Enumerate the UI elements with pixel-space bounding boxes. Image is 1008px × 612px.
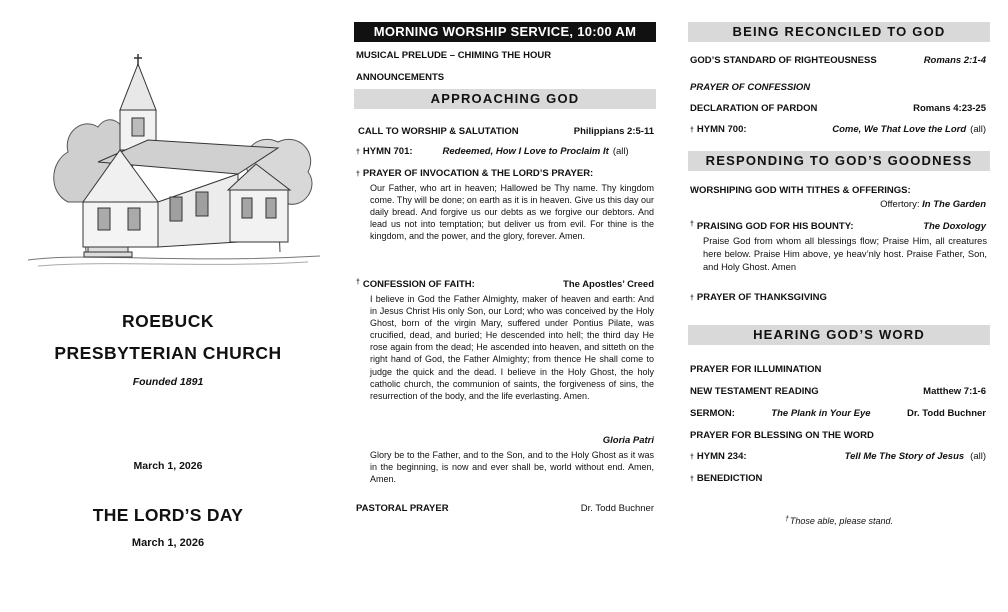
stand-cross-icon: † [356, 279, 360, 286]
pastoral-prayer-name: Dr. Todd Buchner [580, 503, 654, 514]
pardon-row [690, 103, 986, 114]
gloria-patri-text: Glory be to the Father, and to the Son, and to the Holy Ghost as it was in the beginning, is now and ever shall be, world without end. Amen, Amen. [370, 450, 654, 485]
stand-cross-icon: † [690, 295, 694, 302]
hymn-700-title: Come, We That Love the Lord [832, 124, 967, 135]
lords-prayer-text: Our Father, who art in heaven; Hallowed be Thy name. Thy kingdom come. Thy will be done; on earth as it is in heaven. Give us this day our daily bread. And forgive us our debts as we forgive our debtors. And lead us not into temptation; but deliver us from evil. For thine is the kingdom, and the power, and the glory, forever. Amen. [370, 183, 654, 242]
nt-reading-label: NEW TESTAMENT READING [690, 386, 819, 397]
church-name-line2: PRESBYTERIAN CHURCH [54, 343, 282, 363]
nt-reading-row [690, 386, 986, 397]
hymn-701-note: (all) [612, 146, 629, 157]
blessing-item: PRAYER FOR BLESSING ON THE WORD [690, 430, 874, 441]
hymn-234-title: Tell Me The Story of Jesus [844, 451, 965, 462]
hymn-234-row [690, 451, 986, 462]
stand-cross-icon: † [690, 476, 694, 483]
tithes-label: WORSHIPING GOD WITH TITHES & OFFERINGS: [690, 185, 911, 196]
gloria-patri-title: Gloria Patri [602, 435, 654, 446]
stand-cross-icon: † [690, 127, 694, 134]
bounty-ref: The Doxology [923, 221, 986, 232]
call-to-worship-row [358, 126, 654, 137]
announcements-item: ANNOUNCEMENTS [356, 72, 445, 83]
church-name-line1: ROEBUCK [122, 311, 214, 331]
illumination-item: PRAYER FOR ILLUMINATION [690, 364, 822, 375]
hymn-700-label: HYMN 700: [696, 124, 747, 135]
offertory-row [690, 199, 986, 210]
hymn-701-label: HYMN 701: [362, 146, 413, 157]
footnote-text: Those able, please stand. [789, 516, 893, 526]
sermon-speaker: Dr. Todd Buchner [906, 408, 986, 419]
hymn-701-row [356, 146, 654, 157]
stand-cross-icon: † [690, 454, 694, 461]
prayer-of-confession: PRAYER OF CONFESSION [690, 82, 811, 93]
pastoral-prayer-label: PASTORAL PRAYER [356, 503, 449, 514]
apostles-creed-text: I believe in God the Father Almighty, maker of heaven and earth: And in Jesus Christ His only Son, our Lord; who was conceived by the Holy Ghost, born of the virgin Mary, suffered under Pontius Pilate, was crucified, dead, and buried; He descended into hell; the third day He rose again from the dead; He ascended into heaven, and sitteth on the right hand of God, the Father Almighty; from thence He shall come to judge the quick and the dead. I believe in the Holy Ghost, the holy catholic church, the communion of saints, the forgiveness of sins, the resurrection of the body, and the life everlasting. Amen. [370, 294, 654, 401]
stand-cross-icon: † [785, 516, 789, 523]
sermon-title: The Plank in Your Eye [771, 408, 871, 419]
bounty-row [690, 221, 986, 232]
hymn-700-row [690, 124, 986, 135]
doxology-text: Praise God from whom all blessings flow; Praise Him, all creatures here below. Praise Him above, ye heav’nly host. Praise Father, Son, and Holy Ghost. Amen [703, 236, 987, 272]
thanksgiving-label: PRAYER OF THANKSGIVING [696, 292, 827, 303]
stand-cross-icon: † [356, 149, 360, 156]
section-responding: RESPONDING TO GOD’S GOODNESS [688, 151, 990, 171]
invocation-label: PRAYER OF INVOCATION & THE LORD’S PRAYER: [362, 168, 594, 179]
day-date: March 1, 2026 [131, 537, 205, 549]
pardon-ref: Romans 4:23-25 [913, 103, 986, 114]
standard-label: GOD’S STANDARD OF RIGHTEOUSNESS [690, 55, 877, 66]
confession-row [356, 279, 654, 290]
benediction-label: BENEDICTION [696, 473, 763, 484]
confession-label: CONFESSION OF FAITH: [362, 279, 475, 290]
standard-row [690, 55, 986, 66]
cover-date: March 1, 2026 [133, 460, 203, 472]
benediction-row [690, 473, 986, 484]
pardon-label: DECLARATION OF PARDON [690, 103, 818, 114]
section-hearing: HEARING GOD’S WORD [688, 325, 990, 345]
church-illustration [28, 52, 320, 272]
call-to-worship-label: CALL TO WORSHIP & SALUTATION [358, 126, 519, 137]
offertory-title: In The Garden [922, 199, 986, 210]
church-drawing [28, 52, 320, 272]
day-title: THE LORD’S DAY [92, 505, 244, 525]
service-header: MORNING WORSHIP SERVICE, 10:00 AM [354, 22, 656, 42]
footnote [688, 516, 990, 526]
hymn-700-note: (all) [970, 124, 986, 135]
stand-cross-icon: † [356, 171, 360, 178]
hymn-234-note: (all) [970, 451, 986, 462]
offertory-label: Offertory: [880, 199, 920, 210]
founded-text: Founded 1891 [132, 376, 204, 388]
nt-reading-ref: Matthew 7:1-6 [923, 386, 986, 397]
hymn-234-label: HYMN 234: [696, 451, 747, 462]
stand-cross-icon: † [690, 221, 694, 228]
prelude-item: MUSICAL PRELUDE – CHIMING THE HOUR [356, 50, 552, 61]
hymn-701-title: Redeemed, How I Love to Proclaim It [442, 146, 609, 157]
thanksgiving-row [690, 292, 986, 303]
confession-ref: The Apostles’ Creed [563, 279, 654, 290]
standard-ref: Romans 2:1-4 [923, 55, 986, 66]
section-approaching-god: APPROACHING GOD [354, 89, 656, 109]
bounty-label: PRAISING GOD FOR HIS BOUNTY: [696, 221, 854, 232]
sermon-label: SERMON: [690, 408, 735, 419]
invocation-row [356, 168, 654, 179]
section-reconciled: BEING RECONCILED TO GOD [688, 22, 990, 42]
sermon-row [690, 408, 986, 419]
pastoral-prayer-row [356, 503, 654, 514]
call-to-worship-ref: Philippians 2:5-11 [573, 126, 654, 137]
